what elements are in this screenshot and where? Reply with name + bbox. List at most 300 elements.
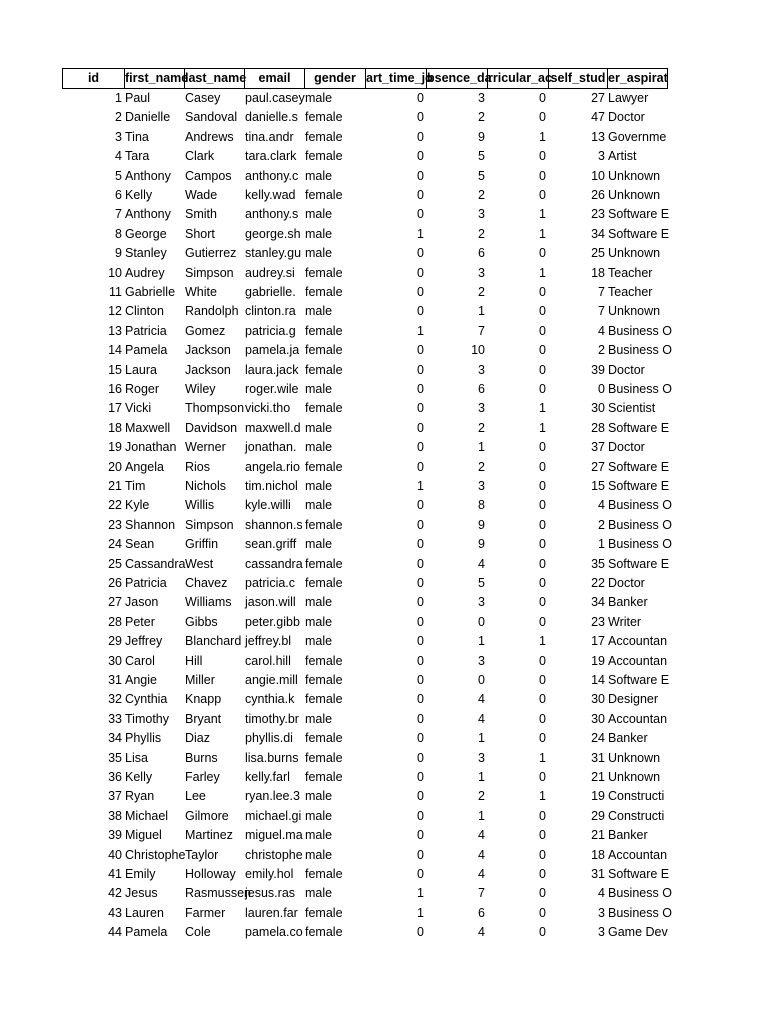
cell-part-time-job: 0 xyxy=(417,595,424,610)
cell-last-name: Davidson xyxy=(185,420,238,435)
cell-id: 3 xyxy=(115,129,122,144)
cell-first-name: Laura xyxy=(125,362,157,377)
cell-id: 32 xyxy=(108,692,122,707)
cell-email: tina.andr xyxy=(245,129,294,144)
cell-extracurricular-activities: 0 xyxy=(539,517,546,532)
cell-part-time-job: 0 xyxy=(417,110,424,125)
cell-weekly-self-study-hours: 27 xyxy=(591,91,605,105)
cell-last-name: Gutierrez xyxy=(185,246,237,261)
cell-absence-days: 3 xyxy=(478,91,485,105)
cell-gender: male xyxy=(305,226,333,241)
cell-weekly-self-study-hours: 19 xyxy=(591,789,605,804)
cell-email: paul.casey xyxy=(245,91,305,105)
cell-career-aspiration: Accountan xyxy=(608,634,668,649)
cell-extracurricular-activities: 0 xyxy=(539,886,546,901)
cell-weekly-self-study-hours: 31 xyxy=(591,750,605,765)
cell-id: 14 xyxy=(108,343,122,358)
cell-email: cassandra xyxy=(245,556,303,571)
cell-last-name: Simpson xyxy=(185,517,234,532)
cell-extracurricular-activities: 0 xyxy=(539,653,546,668)
cell-part-time-job: 0 xyxy=(417,653,424,668)
cell-first-name: Roger xyxy=(125,382,160,396)
cell-career-aspiration: Accountan xyxy=(608,711,668,726)
cell-gender: female xyxy=(305,556,343,571)
cell-part-time-job: 0 xyxy=(417,770,424,784)
cell-career-aspiration: Software E xyxy=(608,479,670,493)
cell-first-name: Vicki xyxy=(125,401,152,416)
cell-weekly-self-study-hours: 31 xyxy=(591,867,605,881)
cell-extracurricular-activities: 1 xyxy=(539,207,546,222)
cell-extracurricular-activities: 0 xyxy=(539,459,546,474)
cell-last-name: Diaz xyxy=(185,731,211,746)
cell-gender: male xyxy=(305,382,333,396)
cell-absence-days: 5 xyxy=(478,576,485,590)
cell-career-aspiration: Teacher xyxy=(608,285,653,299)
cell-extracurricular-activities: 1 xyxy=(539,129,546,144)
cell-absence-days: 2 xyxy=(478,459,485,474)
cell-id: 35 xyxy=(108,750,122,765)
cell-id: 24 xyxy=(108,537,122,552)
cell-email: anthony.c xyxy=(245,168,299,183)
cell-absence-days: 1 xyxy=(478,304,485,319)
cell-career-aspiration: Software E xyxy=(608,459,670,474)
cell-extracurricular-activities: 0 xyxy=(539,91,546,105)
cell-first-name: Jonathan xyxy=(125,440,177,455)
cell-extracurricular-activities: 1 xyxy=(539,634,546,649)
cell-absence-days: 2 xyxy=(478,789,485,804)
cell-career-aspiration: Unknown xyxy=(608,168,661,183)
cell-first-name: Stanley xyxy=(125,246,167,261)
cell-gender: female xyxy=(305,905,343,920)
cell-part-time-job: 0 xyxy=(417,343,424,358)
cell-id: 33 xyxy=(108,711,122,726)
cell-weekly-self-study-hours: 4 xyxy=(598,323,605,338)
cell-email: kelly.wad xyxy=(245,188,296,202)
cell-weekly-self-study-hours: 13 xyxy=(591,129,605,144)
cell-first-name: Sean xyxy=(125,537,155,552)
cell-id: 21 xyxy=(108,479,122,493)
cell-career-aspiration: Banker xyxy=(608,595,648,610)
cell-email: danielle.s xyxy=(245,110,298,125)
column-header-last-name: last_name xyxy=(184,68,244,89)
cell-weekly-self-study-hours: 27 xyxy=(591,459,605,474)
cell-extracurricular-activities: 0 xyxy=(539,828,546,843)
cell-absence-days: 2 xyxy=(478,420,485,435)
cell-id: 40 xyxy=(108,847,122,862)
cell-career-aspiration: Teacher xyxy=(608,265,653,280)
cell-extracurricular-activities: 0 xyxy=(539,382,546,396)
cell-part-time-job: 0 xyxy=(417,459,424,474)
cell-extracurricular-activities: 0 xyxy=(539,498,546,513)
cell-gender: male xyxy=(305,420,333,435)
cell-last-name: Martinez xyxy=(185,828,233,843)
cell-absence-days: 9 xyxy=(478,129,485,144)
cell-gender: male xyxy=(305,808,333,823)
cell-career-aspiration: Software E xyxy=(608,867,670,881)
cell-part-time-job: 0 xyxy=(417,692,424,707)
cell-last-name: Farmer xyxy=(185,905,226,920)
cell-email: jesus.ras xyxy=(245,886,296,901)
cell-part-time-job: 0 xyxy=(417,711,424,726)
cell-absence-days: 4 xyxy=(478,847,485,862)
cell-last-name: Cole xyxy=(185,925,211,940)
cell-email: patricia.c xyxy=(245,576,296,590)
cell-part-time-job: 0 xyxy=(417,420,424,435)
cell-email: laura.jack xyxy=(245,362,299,377)
cell-absence-days: 5 xyxy=(478,149,485,164)
cell-last-name: Willis xyxy=(185,498,215,513)
column-header-first-name: first_name xyxy=(124,68,184,89)
cell-absence-days: 3 xyxy=(478,207,485,222)
cell-last-name: Miller xyxy=(185,673,215,687)
cell-gender: female xyxy=(305,750,343,765)
cell-extracurricular-activities: 0 xyxy=(539,595,546,610)
cell-email: christophe xyxy=(245,847,303,862)
column-header-career-aspiration: er_aspirat xyxy=(607,68,668,89)
cell-extracurricular-activities: 0 xyxy=(539,188,546,202)
cell-weekly-self-study-hours: 34 xyxy=(591,226,605,241)
cell-last-name: Blanchard xyxy=(185,634,242,649)
cell-gender: female xyxy=(305,576,343,590)
cell-weekly-self-study-hours: 10 xyxy=(591,168,605,183)
cell-last-name: Hill xyxy=(185,653,203,668)
cell-part-time-job: 0 xyxy=(417,285,424,299)
cell-gender: male xyxy=(305,847,333,862)
cell-extracurricular-activities: 0 xyxy=(539,673,546,687)
cell-part-time-job: 1 xyxy=(417,226,424,241)
cell-gender: female xyxy=(305,149,343,164)
cell-part-time-job: 0 xyxy=(417,867,424,881)
cell-part-time-job: 0 xyxy=(417,828,424,843)
cell-absence-days: 4 xyxy=(478,711,485,726)
cell-first-name: Pamela xyxy=(125,925,168,940)
cell-part-time-job: 0 xyxy=(417,440,424,455)
column-header-id: id xyxy=(62,68,124,89)
cell-weekly-self-study-hours: 23 xyxy=(591,207,605,222)
cell-career-aspiration: Software E xyxy=(608,673,670,687)
cell-last-name: Holloway xyxy=(185,867,236,881)
cell-email: tara.clark xyxy=(245,149,297,164)
cell-part-time-job: 0 xyxy=(417,265,424,280)
cell-id: 28 xyxy=(108,614,122,629)
cell-gender: female xyxy=(305,265,343,280)
column-header-email: email xyxy=(244,68,304,89)
cell-gender: male xyxy=(305,91,333,105)
cell-last-name: Knapp xyxy=(185,692,222,707)
cell-first-name: Kyle xyxy=(125,498,150,513)
cell-last-name: White xyxy=(185,285,217,299)
cell-last-name: Casey xyxy=(185,91,221,105)
cell-id: 16 xyxy=(108,382,122,396)
cell-id: 36 xyxy=(108,770,122,784)
cell-weekly-self-study-hours: 4 xyxy=(598,498,605,513)
cell-absence-days: 5 xyxy=(478,168,485,183)
cell-gender: female xyxy=(305,692,343,707)
cell-absence-days: 4 xyxy=(478,828,485,843)
cell-last-name: Jackson xyxy=(185,343,231,358)
cell-extracurricular-activities: 0 xyxy=(539,847,546,862)
cell-extracurricular-activities: 0 xyxy=(539,614,546,629)
cell-first-name: Pamela xyxy=(125,343,168,358)
cell-gender: male xyxy=(305,828,333,843)
cell-absence-days: 1 xyxy=(478,634,485,649)
cell-id: 12 xyxy=(108,304,122,319)
cell-extracurricular-activities: 0 xyxy=(539,246,546,261)
cell-extracurricular-activities: 1 xyxy=(539,265,546,280)
cell-id: 5 xyxy=(115,168,122,183)
cell-email: pamela.ja xyxy=(245,343,300,358)
cell-gender: male xyxy=(305,246,333,261)
cell-weekly-self-study-hours: 15 xyxy=(591,479,605,493)
cell-first-name: Carol xyxy=(125,653,155,668)
cell-last-name: Clark xyxy=(185,149,215,164)
cell-weekly-self-study-hours: 3 xyxy=(598,149,605,164)
cell-part-time-job: 0 xyxy=(417,808,424,823)
cell-career-aspiration: Accountan xyxy=(608,653,668,668)
cell-career-aspiration: Business O xyxy=(608,905,672,920)
cell-weekly-self-study-hours: 7 xyxy=(598,285,605,299)
cell-weekly-self-study-hours: 29 xyxy=(591,808,605,823)
cell-first-name: Miguel xyxy=(125,828,162,843)
cell-extracurricular-activities: 0 xyxy=(539,149,546,164)
cell-first-name: Christophe xyxy=(125,847,186,862)
cell-absence-days: 10 xyxy=(471,343,485,358)
cell-absence-days: 2 xyxy=(478,285,485,299)
cell-career-aspiration: Designer xyxy=(608,692,659,707)
cell-part-time-job: 0 xyxy=(417,634,424,649)
cell-part-time-job: 0 xyxy=(417,847,424,862)
cell-id: 7 xyxy=(115,207,122,222)
cell-last-name: Smith xyxy=(185,207,217,222)
cell-weekly-self-study-hours: 14 xyxy=(591,673,605,687)
cell-first-name: Anthony xyxy=(125,168,171,183)
cell-weekly-self-study-hours: 25 xyxy=(591,246,605,261)
cell-last-name: Jackson xyxy=(185,362,231,377)
cell-career-aspiration: Business O xyxy=(608,323,672,338)
cell-first-name: Peter xyxy=(125,614,155,629)
cell-gender: female xyxy=(305,925,343,940)
cell-extracurricular-activities: 0 xyxy=(539,576,546,590)
cell-part-time-job: 0 xyxy=(417,517,424,532)
cell-first-name: Jesus xyxy=(125,886,158,901)
cell-gender: male xyxy=(305,711,333,726)
cell-first-name: Timothy xyxy=(125,711,169,726)
cell-part-time-job: 1 xyxy=(417,905,424,920)
cell-weekly-self-study-hours: 2 xyxy=(598,343,605,358)
cell-career-aspiration: Doctor xyxy=(608,362,645,377)
cell-extracurricular-activities: 0 xyxy=(539,285,546,299)
cell-absence-days: 8 xyxy=(478,498,485,513)
cell-career-aspiration: Lawyer xyxy=(608,91,649,105)
cell-gender: female xyxy=(305,129,343,144)
cell-gender: female xyxy=(305,517,343,532)
column-header-extracurricular-activities: rricular_ac xyxy=(487,68,548,89)
cell-gender: female xyxy=(305,285,343,299)
cell-email: angela.rio xyxy=(245,459,300,474)
cell-extracurricular-activities: 0 xyxy=(539,692,546,707)
cell-absence-days: 0 xyxy=(478,673,485,687)
cell-gender: female xyxy=(305,867,343,881)
cell-absence-days: 3 xyxy=(478,401,485,416)
cell-gender: female xyxy=(305,362,343,377)
cell-career-aspiration: Governme xyxy=(608,129,667,144)
cell-id: 26 xyxy=(108,576,122,590)
cell-absence-days: 2 xyxy=(478,110,485,125)
cell-last-name: Werner xyxy=(185,440,226,455)
cell-email: tim.nichol xyxy=(245,479,298,493)
cell-gender: female xyxy=(305,731,343,746)
cell-extracurricular-activities: 0 xyxy=(539,808,546,823)
cell-first-name: Emily xyxy=(125,867,156,881)
cell-career-aspiration: Writer xyxy=(608,614,642,629)
cell-part-time-job: 0 xyxy=(417,789,424,804)
cell-gender: male xyxy=(305,886,333,901)
cell-last-name: Taylor xyxy=(185,847,219,862)
cell-email: emily.hol xyxy=(245,867,294,881)
cell-absence-days: 6 xyxy=(478,246,485,261)
cell-gender: female xyxy=(305,673,343,687)
cell-part-time-job: 0 xyxy=(417,750,424,765)
cell-absence-days: 9 xyxy=(478,537,485,552)
cell-part-time-job: 0 xyxy=(417,673,424,687)
cell-career-aspiration: Business O xyxy=(608,498,672,513)
cell-gender: male xyxy=(305,595,333,610)
cell-id: 4 xyxy=(115,149,122,164)
cell-gender: male xyxy=(305,634,333,649)
cell-extracurricular-activities: 0 xyxy=(539,770,546,784)
cell-email: vicki.tho xyxy=(245,401,291,416)
cell-weekly-self-study-hours: 30 xyxy=(591,711,605,726)
cell-part-time-job: 0 xyxy=(417,537,424,552)
cell-extracurricular-activities: 0 xyxy=(539,168,546,183)
cell-id: 30 xyxy=(108,653,122,668)
cell-part-time-job: 0 xyxy=(417,91,424,105)
cell-career-aspiration: Business O xyxy=(608,886,672,901)
cell-first-name: Ryan xyxy=(125,789,155,804)
cell-email: peter.gibb xyxy=(245,614,300,629)
cell-id: 42 xyxy=(108,886,122,901)
cell-id: 22 xyxy=(108,498,122,513)
cell-career-aspiration: Game Dev xyxy=(608,925,668,940)
cell-extracurricular-activities: 0 xyxy=(539,867,546,881)
cell-first-name: Maxwell xyxy=(125,420,171,435)
column-header-gender: gender xyxy=(304,68,365,89)
cell-absence-days: 2 xyxy=(478,188,485,202)
cell-extracurricular-activities: 0 xyxy=(539,362,546,377)
cell-id: 1 xyxy=(115,91,122,105)
cell-career-aspiration: Unknown xyxy=(608,750,661,765)
cell-email: lisa.burns xyxy=(245,750,299,765)
cell-email: audrey.si xyxy=(245,265,295,280)
cell-part-time-job: 0 xyxy=(417,207,424,222)
cell-email: sean.griff xyxy=(245,537,297,552)
cell-first-name: Jeffrey xyxy=(125,634,163,649)
cell-id: 9 xyxy=(115,246,122,261)
cell-extracurricular-activities: 0 xyxy=(539,925,546,940)
cell-gender: female xyxy=(305,401,343,416)
cell-email: roger.wile xyxy=(245,382,299,396)
cell-part-time-job: 1 xyxy=(417,479,424,493)
cell-weekly-self-study-hours: 18 xyxy=(591,265,605,280)
cell-weekly-self-study-hours: 47 xyxy=(591,110,605,125)
cell-extracurricular-activities: 0 xyxy=(539,905,546,920)
cell-absence-days: 3 xyxy=(478,265,485,280)
cell-last-name: Nichols xyxy=(185,479,226,493)
cell-last-name: Rios xyxy=(185,459,211,474)
cell-last-name: Gilmore xyxy=(185,808,229,823)
cell-id: 37 xyxy=(108,789,122,804)
cell-part-time-job: 0 xyxy=(417,576,424,590)
cell-last-name: Thompson xyxy=(185,401,245,416)
cell-email: gabrielle. xyxy=(245,285,296,299)
cell-extracurricular-activities: 0 xyxy=(539,440,546,455)
cell-id: 11 xyxy=(109,285,122,299)
cell-id: 39 xyxy=(108,828,122,843)
cell-last-name: Simpson xyxy=(185,265,234,280)
cell-email: angie.mill xyxy=(245,673,298,687)
cell-weekly-self-study-hours: 4 xyxy=(598,886,605,901)
cell-absence-days: 3 xyxy=(478,653,485,668)
cell-email: jason.will xyxy=(245,595,296,610)
cell-weekly-self-study-hours: 21 xyxy=(591,770,605,784)
column-header-weekly-self-study-hours: self_stud xyxy=(548,68,607,89)
cell-email: lauren.far xyxy=(245,905,298,920)
cell-extracurricular-activities: 1 xyxy=(539,226,546,241)
cell-first-name: Tina xyxy=(125,129,149,144)
cell-gender: male xyxy=(305,498,333,513)
cell-weekly-self-study-hours: 19 xyxy=(591,653,605,668)
cell-email: patricia.g xyxy=(245,323,296,338)
cell-part-time-job: 0 xyxy=(417,188,424,202)
cell-career-aspiration: Software E xyxy=(608,207,670,222)
cell-career-aspiration: Artist xyxy=(608,149,637,164)
cell-gender: female xyxy=(305,343,343,358)
cell-weekly-self-study-hours: 24 xyxy=(591,731,605,746)
cell-part-time-job: 1 xyxy=(417,323,424,338)
cell-gender: male xyxy=(305,168,333,183)
cell-absence-days: 4 xyxy=(478,556,485,571)
cell-email: timothy.br xyxy=(245,711,299,726)
cell-part-time-job: 0 xyxy=(417,925,424,940)
cell-id: 38 xyxy=(108,808,122,823)
cell-absence-days: 2 xyxy=(478,226,485,241)
cell-career-aspiration: Business O xyxy=(608,537,672,552)
cell-id: 23 xyxy=(108,517,122,532)
cell-part-time-job: 0 xyxy=(417,362,424,377)
cell-part-time-job: 0 xyxy=(417,304,424,319)
cell-extracurricular-activities: 1 xyxy=(539,420,546,435)
cell-id: 34 xyxy=(108,731,122,746)
cell-weekly-self-study-hours: 18 xyxy=(591,847,605,862)
cell-first-name: Cynthia xyxy=(125,692,168,707)
cell-extracurricular-activities: 0 xyxy=(539,479,546,493)
cell-part-time-job: 1 xyxy=(417,886,424,901)
cell-absence-days: 3 xyxy=(478,479,485,493)
cell-weekly-self-study-hours: 37 xyxy=(591,440,605,455)
cell-absence-days: 9 xyxy=(478,517,485,532)
cell-email: phyllis.di xyxy=(245,731,293,746)
cell-absence-days: 1 xyxy=(478,808,485,823)
cell-first-name: Shannon xyxy=(125,517,176,532)
cell-career-aspiration: Software E xyxy=(608,420,670,435)
cell-email: clinton.ra xyxy=(245,304,296,319)
cell-first-name: Kelly xyxy=(125,188,153,202)
cell-career-aspiration: Unknown xyxy=(608,304,661,319)
cell-career-aspiration: Unknown xyxy=(608,246,661,261)
cell-weekly-self-study-hours: 7 xyxy=(598,304,605,319)
cell-id: 43 xyxy=(108,905,122,920)
cell-first-name: Patricia xyxy=(125,323,167,338)
